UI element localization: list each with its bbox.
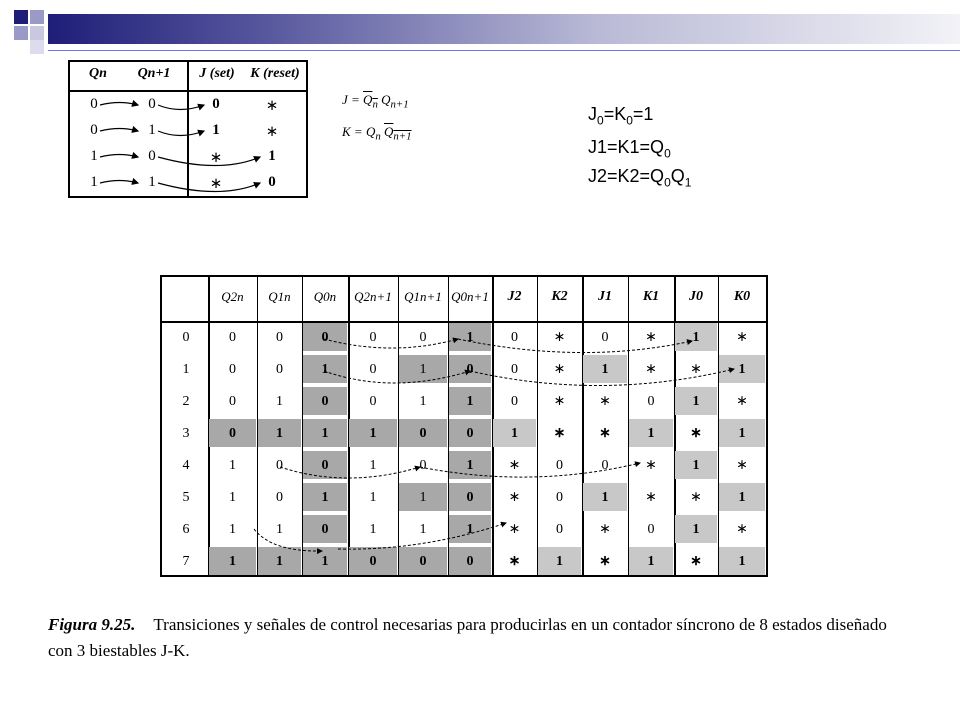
transition-arrow — [280, 467, 420, 478]
header-qn1: Qn+1 — [137, 66, 171, 81]
table-cell: ∗ — [645, 330, 657, 345]
jk-transition-table — [68, 60, 308, 198]
table-cell: 1 — [419, 490, 427, 505]
table-cell: 1 — [692, 522, 700, 537]
table-cell: 1 — [647, 426, 655, 441]
table-cell: 0 — [229, 330, 236, 345]
table-cell: 0 — [369, 394, 377, 409]
table-cell: 0 — [511, 330, 518, 345]
table-cell: 1 — [647, 554, 655, 569]
table-cell: 0 — [556, 458, 563, 473]
table-cell: 1 — [276, 394, 283, 409]
header-qn: Qn — [89, 66, 107, 81]
column-header: Q2n+1 — [354, 289, 392, 304]
table-cell: 0 — [419, 330, 427, 345]
equation-j1-k1: $J1=K1=Q_0$ — [588, 137, 671, 161]
column-header: K1 — [642, 289, 660, 304]
table-cell: ∗ — [599, 426, 611, 441]
table-cell: 0 — [229, 362, 236, 377]
table-cell: ∗ — [508, 490, 521, 505]
table-cell: 0 — [466, 362, 474, 377]
table-cell: 0 — [276, 330, 283, 345]
table-cell: 1 — [419, 362, 427, 377]
table-cell: 0 — [647, 394, 655, 409]
table-cell: 0 — [556, 522, 563, 537]
figure-number: Figura 9.25. — [48, 615, 136, 634]
table-cell: 0 — [321, 394, 329, 409]
table-cell: 0 — [419, 554, 427, 569]
table-cell: ∗ — [736, 522, 748, 537]
table-cell: 0 — [369, 554, 377, 569]
table-cell: ∗ — [690, 490, 702, 505]
dashed-transition-arrows — [162, 277, 766, 575]
table-cell: 1 — [466, 522, 474, 537]
table-cell: 1 — [369, 522, 377, 537]
column-header: K2 — [551, 289, 568, 304]
column-header: Q1n+1 — [404, 289, 442, 304]
state-number: 5 — [182, 490, 190, 505]
transition-arrow — [158, 131, 204, 136]
column-header: Q0n+1 — [451, 289, 489, 304]
column-header: Q2n — [221, 289, 244, 304]
table-cell: ∗ — [265, 98, 279, 114]
table-cell: 1 — [466, 458, 474, 473]
equation-j0-k0: $J_0=K_0=1$ — [588, 104, 654, 128]
table-cell: 0 — [466, 426, 474, 441]
table-cell: 0 — [148, 96, 156, 112]
caption-text: Transiciones y señales de control necesarias para producirlas en un contador síncrono de 8 estados diseñado con 3 biestables J-K. — [48, 615, 887, 660]
column-header: Q1n — [268, 289, 291, 304]
table-cell: 1 — [419, 522, 427, 537]
transition-arrow — [324, 339, 458, 348]
transition-arrow — [338, 523, 506, 549]
table-cell: 0 — [466, 554, 474, 569]
transition-arrow — [158, 183, 260, 192]
table-cell: 1 — [692, 330, 700, 345]
table-cell: 0 — [212, 96, 220, 112]
table-cell: 1 — [229, 554, 236, 569]
table-cell: 0 — [276, 362, 283, 377]
table-cell: 0 — [321, 330, 329, 345]
table-cell: 1 — [321, 362, 329, 377]
formula-j: $J = Q_n$ $Q_{n+1}$ — [342, 92, 409, 111]
table-cell: 1 — [419, 394, 427, 409]
table-cell: 1 — [90, 174, 98, 190]
table-cell: ∗ — [209, 150, 223, 166]
transition-arrow — [158, 105, 204, 110]
table-cell: ∗ — [690, 554, 702, 569]
table-cell: ∗ — [553, 426, 566, 441]
table-cell: 0 — [601, 330, 609, 345]
table-cell: 0 — [321, 458, 329, 473]
table-cell: 1 — [738, 490, 746, 505]
table-cell: 1 — [511, 426, 518, 441]
column-header: Q0n — [313, 289, 337, 304]
transition-arrow — [324, 371, 470, 383]
table-cell: ∗ — [508, 522, 521, 537]
table-cell: 1 — [212, 122, 220, 138]
table-cell: ∗ — [599, 522, 611, 537]
state-number: 7 — [182, 554, 190, 569]
table-cell: 0 — [419, 458, 427, 473]
transition-arrow — [100, 129, 138, 132]
deco-square-pale — [30, 26, 44, 40]
table-cell: ∗ — [508, 458, 521, 473]
table-cell: 0 — [647, 522, 655, 537]
table-cell: 1 — [276, 426, 283, 441]
table-cell: 0 — [321, 522, 329, 537]
table-cell: 0 — [419, 426, 427, 441]
table-cell: ∗ — [736, 330, 748, 345]
transition-arrow — [458, 339, 692, 353]
transition-arrow — [158, 157, 260, 166]
table-cell: 1 — [738, 426, 746, 441]
table-cell: 1 — [148, 174, 156, 190]
transition-arrow — [100, 181, 138, 184]
table-cell: 1 — [229, 522, 236, 537]
table-cell: 1 — [692, 394, 700, 409]
transition-arrow — [100, 155, 138, 158]
table-cell: 0 — [601, 458, 609, 473]
state-number: 0 — [182, 330, 190, 345]
state-number: 1 — [182, 362, 190, 377]
table-cell: ∗ — [690, 426, 702, 441]
deco-square-light — [30, 10, 44, 24]
table-cell: 0 — [229, 394, 236, 409]
table-cell: 1 — [601, 362, 609, 377]
table-cell: ∗ — [736, 394, 748, 409]
column-header: J0 — [689, 289, 703, 304]
column-header: K0 — [733, 289, 751, 304]
table-cell: ∗ — [553, 394, 566, 409]
counter-transition-table — [160, 275, 768, 577]
table-cell: ∗ — [736, 458, 748, 473]
header-j: J (set) — [199, 66, 235, 81]
formula-k: $K = Q_n$ $Q_{n+1}$ — [342, 124, 412, 143]
table-cell: ∗ — [599, 394, 611, 409]
table-cell: ∗ — [265, 124, 279, 140]
table-cell: 1 — [738, 362, 746, 377]
table-cell: ∗ — [209, 176, 223, 192]
table-cell: 1 — [369, 426, 377, 441]
table-cell: 0 — [511, 362, 518, 377]
table-cell: ∗ — [645, 490, 657, 505]
header-k: K (reset) — [250, 66, 300, 81]
transition-arrow — [420, 463, 640, 477]
table-cell: 0 — [466, 490, 474, 505]
table-cell: 1 — [466, 394, 474, 409]
table-cell: 0 — [90, 96, 98, 112]
table-cell: ∗ — [645, 362, 657, 377]
transition-arrows — [70, 62, 310, 200]
table-cell: 0 — [276, 458, 283, 473]
table-cell: 1 — [321, 490, 329, 505]
table-cell: 1 — [276, 554, 283, 569]
table-cell: 0 — [90, 122, 98, 138]
table-cell: ∗ — [645, 458, 657, 473]
deco-square-dark — [14, 10, 28, 24]
table-cell: 1 — [90, 148, 98, 164]
table-cell: 0 — [229, 426, 236, 441]
table-cell: 0 — [369, 330, 377, 345]
header-divider — [48, 50, 960, 51]
table-cell: ∗ — [508, 554, 521, 569]
table-cell: 1 — [369, 490, 377, 505]
deco-square-light — [14, 26, 28, 40]
table-cell: 1 — [148, 122, 156, 138]
table-cell: 1 — [738, 554, 746, 569]
table-cell: 0 — [369, 362, 377, 377]
table-cell: 1 — [268, 148, 276, 164]
table-cell: 0 — [148, 148, 156, 164]
table-cell: 1 — [229, 490, 236, 505]
transition-arrow — [254, 529, 322, 551]
table-cell: 1 — [321, 554, 329, 569]
figure-caption — [48, 612, 908, 664]
table-cell: ∗ — [599, 554, 611, 569]
table-cell: 1 — [369, 458, 377, 473]
column-header: J1 — [598, 289, 612, 304]
table-cell: 0 — [268, 174, 276, 190]
table-cell: 1 — [276, 522, 283, 537]
table-cell: 1 — [556, 554, 563, 569]
table-cell: 1 — [466, 330, 474, 345]
table-cell: 1 — [692, 458, 700, 473]
state-number: 4 — [182, 458, 190, 473]
column-header: J2 — [507, 289, 522, 304]
title-bar-gradient — [48, 14, 960, 44]
transition-arrow — [100, 103, 138, 106]
table-cell: ∗ — [553, 362, 566, 377]
table-cell: 0 — [556, 490, 563, 505]
equation-j2-k2: $J2=K2=Q_0Q_1$ — [588, 166, 692, 190]
table-cell: ∗ — [690, 362, 702, 377]
table-cell: 0 — [511, 394, 518, 409]
table-cell: 1 — [321, 426, 329, 441]
deco-square-pale — [30, 40, 44, 54]
state-number: 3 — [182, 426, 190, 441]
state-number: 2 — [182, 394, 190, 409]
table-cell: 0 — [276, 490, 283, 505]
transition-arrow — [470, 369, 734, 386]
state-number: 6 — [182, 522, 190, 537]
table-cell: 1 — [229, 458, 236, 473]
table-cell: 1 — [601, 490, 609, 505]
table-cell: ∗ — [553, 330, 566, 345]
